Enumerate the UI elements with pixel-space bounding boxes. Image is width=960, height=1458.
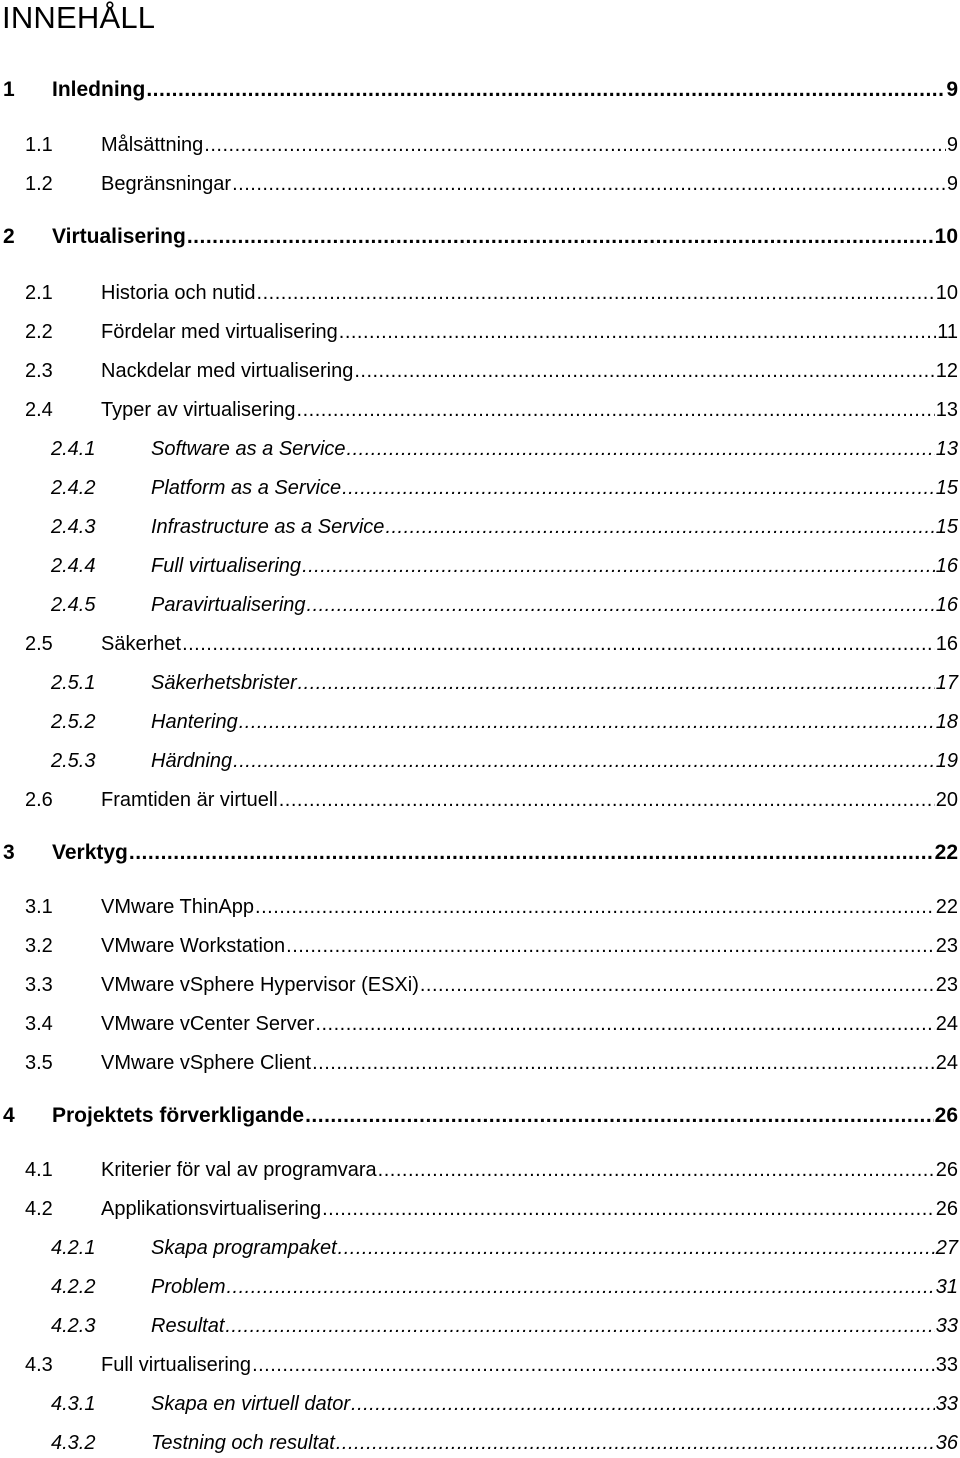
toc-entry-label: Säkerhet: [101, 633, 182, 655]
toc-leader-dots: [339, 317, 936, 347]
toc-entry-page: 33: [935, 1354, 958, 1376]
toc-entry[interactable]: [0, 668, 960, 698]
toc-entry-line: [151, 1311, 958, 1341]
toc-leader-dots: [129, 838, 934, 868]
toc-entry-number: 3.4: [25, 1013, 53, 1035]
toc-entry-number: 2.4.3: [51, 516, 96, 538]
toc-entry-line: [101, 1194, 958, 1224]
toc-entry-line: [101, 931, 958, 961]
toc-entry-number: 2.4.2: [51, 477, 96, 499]
toc-entry-page: 22: [935, 896, 958, 918]
toc-entry-label: Virtualisering: [52, 225, 186, 248]
toc-entry-page: 17: [935, 672, 958, 694]
toc-entry[interactable]: [0, 1048, 960, 1078]
toc-leader-dots: [420, 970, 935, 1000]
toc-leader-dots: [312, 1048, 935, 1078]
toc-entry-label: Resultat: [151, 1315, 225, 1337]
toc-entry-number: 4.2.1: [51, 1237, 96, 1259]
toc-entry-number: 4: [3, 1104, 15, 1127]
toc-entry-label: Fördelar med virtualisering: [101, 321, 338, 343]
toc-leader-dots: [146, 75, 945, 105]
toc-entry-page: 26: [935, 1198, 958, 1220]
toc-entry[interactable]: [0, 1155, 960, 1185]
toc-entry[interactable]: [0, 1311, 960, 1341]
toc-entry-number: 2.5.3: [51, 750, 96, 772]
toc-entry[interactable]: [0, 130, 960, 160]
toc-entry-number: 1.2: [25, 173, 53, 195]
toc-entry-line: [151, 551, 958, 581]
toc-entry-page: 33: [935, 1393, 958, 1415]
toc-entry-label: Software as a Service: [151, 438, 346, 460]
toc-entry-page: 9: [946, 173, 958, 195]
toc-entry-number: 2.5.2: [51, 711, 96, 733]
toc-leader-dots: [305, 1101, 934, 1131]
toc-leader-dots: [322, 1194, 935, 1224]
toc-entry-label: Kriterier för val av programvara: [101, 1159, 377, 1181]
toc-entry-line: [151, 1389, 958, 1419]
toc-entry-label: Full virtualisering: [101, 1354, 252, 1376]
toc-entry[interactable]: [0, 434, 960, 464]
toc-entry-label: Skapa programpaket: [151, 1237, 337, 1259]
toc-entry-label: Begränsningar: [101, 173, 232, 195]
toc-entry-label: VMware vSphere Client: [101, 1052, 312, 1074]
toc-entry-page: 9: [946, 134, 958, 156]
toc-entry-page: 18: [935, 711, 958, 733]
toc-entry[interactable]: [0, 1009, 960, 1039]
toc-entry-number: 2.4.4: [51, 555, 96, 577]
toc-leader-dots: [226, 1272, 934, 1302]
toc-entry-line: [151, 1428, 958, 1458]
toc-entry[interactable]: [0, 1233, 960, 1263]
toc-entry-number: 4.2.2: [51, 1276, 96, 1298]
toc-entry-number: 2.5: [25, 633, 53, 655]
toc-leader-dots: [187, 222, 934, 252]
toc-entry-label: Testning och resultat: [151, 1432, 335, 1454]
toc-entry[interactable]: [0, 1101, 960, 1131]
toc-entry-number: 2.4: [25, 399, 53, 421]
toc-entry[interactable]: [0, 75, 960, 105]
toc-entry-line: [151, 746, 958, 776]
toc-entry-line: [151, 590, 958, 620]
toc-entry-line: [101, 1350, 958, 1380]
toc-entry-label: Paravirtualisering: [151, 594, 306, 616]
toc-leader-dots: [351, 1389, 935, 1419]
toc-entry[interactable]: [0, 838, 960, 868]
toc-leader-dots: [385, 512, 934, 542]
toc-entry-page: 16: [935, 555, 958, 577]
toc-leader-dots: [302, 551, 935, 581]
page-title: INNEHÅLL: [2, 0, 156, 35]
toc-entry[interactable]: [0, 1272, 960, 1302]
toc-entry-label: Platform as a Service: [151, 477, 342, 499]
toc-entry-number: 2.5.1: [51, 672, 96, 694]
toc-entry-line: [151, 707, 958, 737]
toc-entry-label: Målsättning: [101, 134, 204, 156]
toc-entry-label: Full virtualisering: [151, 555, 302, 577]
toc-entry-page: 9: [946, 78, 958, 101]
toc-entry-line: [101, 629, 958, 659]
toc-entry-label: VMware ThinApp: [101, 896, 255, 918]
toc-entry-line: [52, 222, 958, 252]
toc-entry-number: 2.6: [25, 789, 53, 811]
toc-entry-page: 26: [935, 1159, 958, 1181]
toc-leader-dots: [315, 1009, 934, 1039]
toc-entry-number: 3: [3, 841, 15, 864]
toc-leader-dots: [232, 169, 946, 199]
toc-entry-number: 2.3: [25, 360, 53, 382]
toc-entry-line: [151, 668, 958, 698]
toc-leader-dots: [307, 590, 935, 620]
toc-entry-line: [101, 1009, 958, 1039]
toc-entry[interactable]: [0, 1389, 960, 1419]
toc-entry-line: [101, 1155, 958, 1185]
toc-entry-page: 19: [935, 750, 958, 772]
toc-entry-label: VMware vCenter Server: [101, 1013, 315, 1035]
toc-entry-page: 23: [935, 935, 958, 957]
toc-entry-label: Nackdelar med virtualisering: [101, 360, 354, 382]
toc-entry[interactable]: [0, 551, 960, 581]
toc-entry[interactable]: [0, 395, 960, 425]
toc-entry-line: [52, 838, 958, 868]
toc-entry-number: 4.2: [25, 1198, 53, 1220]
toc-entry-page: 36: [935, 1432, 958, 1454]
toc-entry-label: Inledning: [52, 78, 146, 101]
toc-entry-page: 13: [935, 438, 958, 460]
toc-entry-label: Problem: [151, 1276, 226, 1298]
toc-entry[interactable]: [0, 512, 960, 542]
toc-entry-line: [101, 317, 958, 347]
toc-leader-dots: [279, 785, 935, 815]
toc-entry-number: 4.3: [25, 1354, 53, 1376]
toc-entry-page: 16: [935, 633, 958, 655]
toc-entry[interactable]: [0, 590, 960, 620]
toc-leader-dots: [233, 746, 935, 776]
toc-entry-line: [151, 1272, 958, 1302]
toc-leader-dots: [255, 892, 935, 922]
toc-leader-dots: [225, 1311, 934, 1341]
toc-entry-page: 12: [935, 360, 958, 382]
toc-entry[interactable]: [0, 1194, 960, 1224]
toc-entry[interactable]: [0, 1428, 960, 1458]
toc-entry-page: 24: [935, 1052, 958, 1074]
toc-entry[interactable]: [0, 707, 960, 737]
toc-entry-number: 2.4.5: [51, 594, 96, 616]
toc-entry-number: 3.1: [25, 896, 53, 918]
toc-entry-number: 4.3.1: [51, 1393, 96, 1415]
toc-entry-line: [52, 1101, 958, 1131]
toc-entry-page: 27: [935, 1237, 958, 1259]
toc-entry[interactable]: [0, 1350, 960, 1380]
toc-entry-line: [101, 169, 958, 199]
toc-entry-number: 3.2: [25, 935, 53, 957]
toc-leader-dots: [204, 130, 946, 160]
toc-entry-number: 4.1: [25, 1159, 53, 1181]
toc-entry[interactable]: [0, 222, 960, 252]
toc-entry-number: 4.2.3: [51, 1315, 96, 1337]
toc-leader-dots: [257, 278, 935, 308]
toc-entry[interactable]: [0, 892, 960, 922]
toc-entry-line: [151, 512, 958, 542]
toc-entry[interactable]: [0, 356, 960, 386]
toc-entry-line: [101, 1048, 958, 1078]
toc-entry-line: [101, 356, 958, 386]
toc-entry-line: [101, 970, 958, 1000]
toc-entry-number: 2.1: [25, 282, 53, 304]
toc-entry[interactable]: [0, 970, 960, 1000]
toc-leader-dots: [252, 1350, 935, 1380]
toc-entry-number: 3.5: [25, 1052, 53, 1074]
toc-entry-number: 3.3: [25, 974, 53, 996]
toc-leader-dots: [298, 668, 935, 698]
toc-entry-number: 1: [3, 78, 15, 101]
toc-entry-label: Härdning: [151, 750, 233, 772]
toc-entry-page: 33: [935, 1315, 958, 1337]
toc-entry-line: [151, 473, 958, 503]
toc-entry-label: Hantering: [151, 711, 238, 733]
toc-leader-dots: [354, 356, 934, 386]
toc-leader-dots: [286, 931, 935, 961]
toc-entry-label: Verktyg: [52, 841, 128, 864]
toc-entry-page: 31: [935, 1276, 958, 1298]
toc-entry-label: Projektets förverkligande: [52, 1104, 305, 1127]
toc-leader-dots: [336, 1428, 935, 1458]
toc-entry-page: 23: [935, 974, 958, 996]
toc-entry-label: Säkerhetsbrister: [151, 672, 297, 694]
toc-entry-page: 26: [934, 1104, 958, 1127]
toc-entry-label: Skapa en virtuell dator: [151, 1393, 351, 1415]
toc-leader-dots: [182, 629, 935, 659]
toc-entry-number: 2.4.1: [51, 438, 96, 460]
toc-entry-line: [101, 892, 958, 922]
toc-entry-page: 24: [935, 1013, 958, 1035]
toc-entry-label: VMware Workstation: [101, 935, 286, 957]
toc-entry-page: 15: [935, 477, 958, 499]
toc-entry-page: 20: [935, 789, 958, 811]
toc-entry-line: [52, 75, 958, 105]
toc-entry-number: 2.2: [25, 321, 53, 343]
toc-entry-label: Typer av virtualisering: [101, 399, 296, 421]
toc-leader-dots: [347, 434, 935, 464]
toc-entry-label: Infrastructure as a Service: [151, 516, 385, 538]
toc-leader-dots: [342, 473, 935, 503]
toc-entry-page: 16: [935, 594, 958, 616]
toc-entry-line: [151, 434, 958, 464]
toc-entry-page: 10: [935, 282, 958, 304]
toc-entry[interactable]: [0, 785, 960, 815]
toc-entry[interactable]: [0, 746, 960, 776]
toc-entry-page: 11: [937, 321, 958, 343]
toc-entry-page: 10: [934, 225, 958, 248]
toc-leader-dots: [338, 1233, 935, 1263]
toc-entry[interactable]: [0, 169, 960, 199]
toc-leader-dots: [378, 1155, 935, 1185]
toc-entry[interactable]: [0, 931, 960, 961]
toc-entry[interactable]: [0, 317, 960, 347]
toc-entry-label: Historia och nutid: [101, 282, 256, 304]
toc-entry[interactable]: [0, 278, 960, 308]
toc-entry-number: 2: [3, 225, 15, 248]
toc-leader-dots: [297, 395, 935, 425]
toc-entry[interactable]: [0, 473, 960, 503]
toc-entry-label: Framtiden är virtuell: [101, 789, 278, 811]
toc-entry[interactable]: [0, 629, 960, 659]
toc-entry-number: 1.1: [25, 134, 53, 156]
toc-entry-label: VMware vSphere Hypervisor (ESXi): [101, 974, 419, 996]
toc-leader-dots: [239, 707, 935, 737]
toc-entry-line: [101, 278, 958, 308]
toc-entry-line: [101, 785, 958, 815]
toc-entry-page: 15: [935, 516, 958, 538]
toc-entry-line: [151, 1233, 958, 1263]
toc-entry-number: 4.3.2: [51, 1432, 96, 1454]
toc-entry-page: 13: [935, 399, 958, 421]
toc-entry-line: [101, 130, 958, 160]
toc-entry-label: Applikationsvirtualisering: [101, 1198, 322, 1220]
toc-entry-line: [101, 395, 958, 425]
toc-entry-page: 22: [934, 841, 958, 864]
